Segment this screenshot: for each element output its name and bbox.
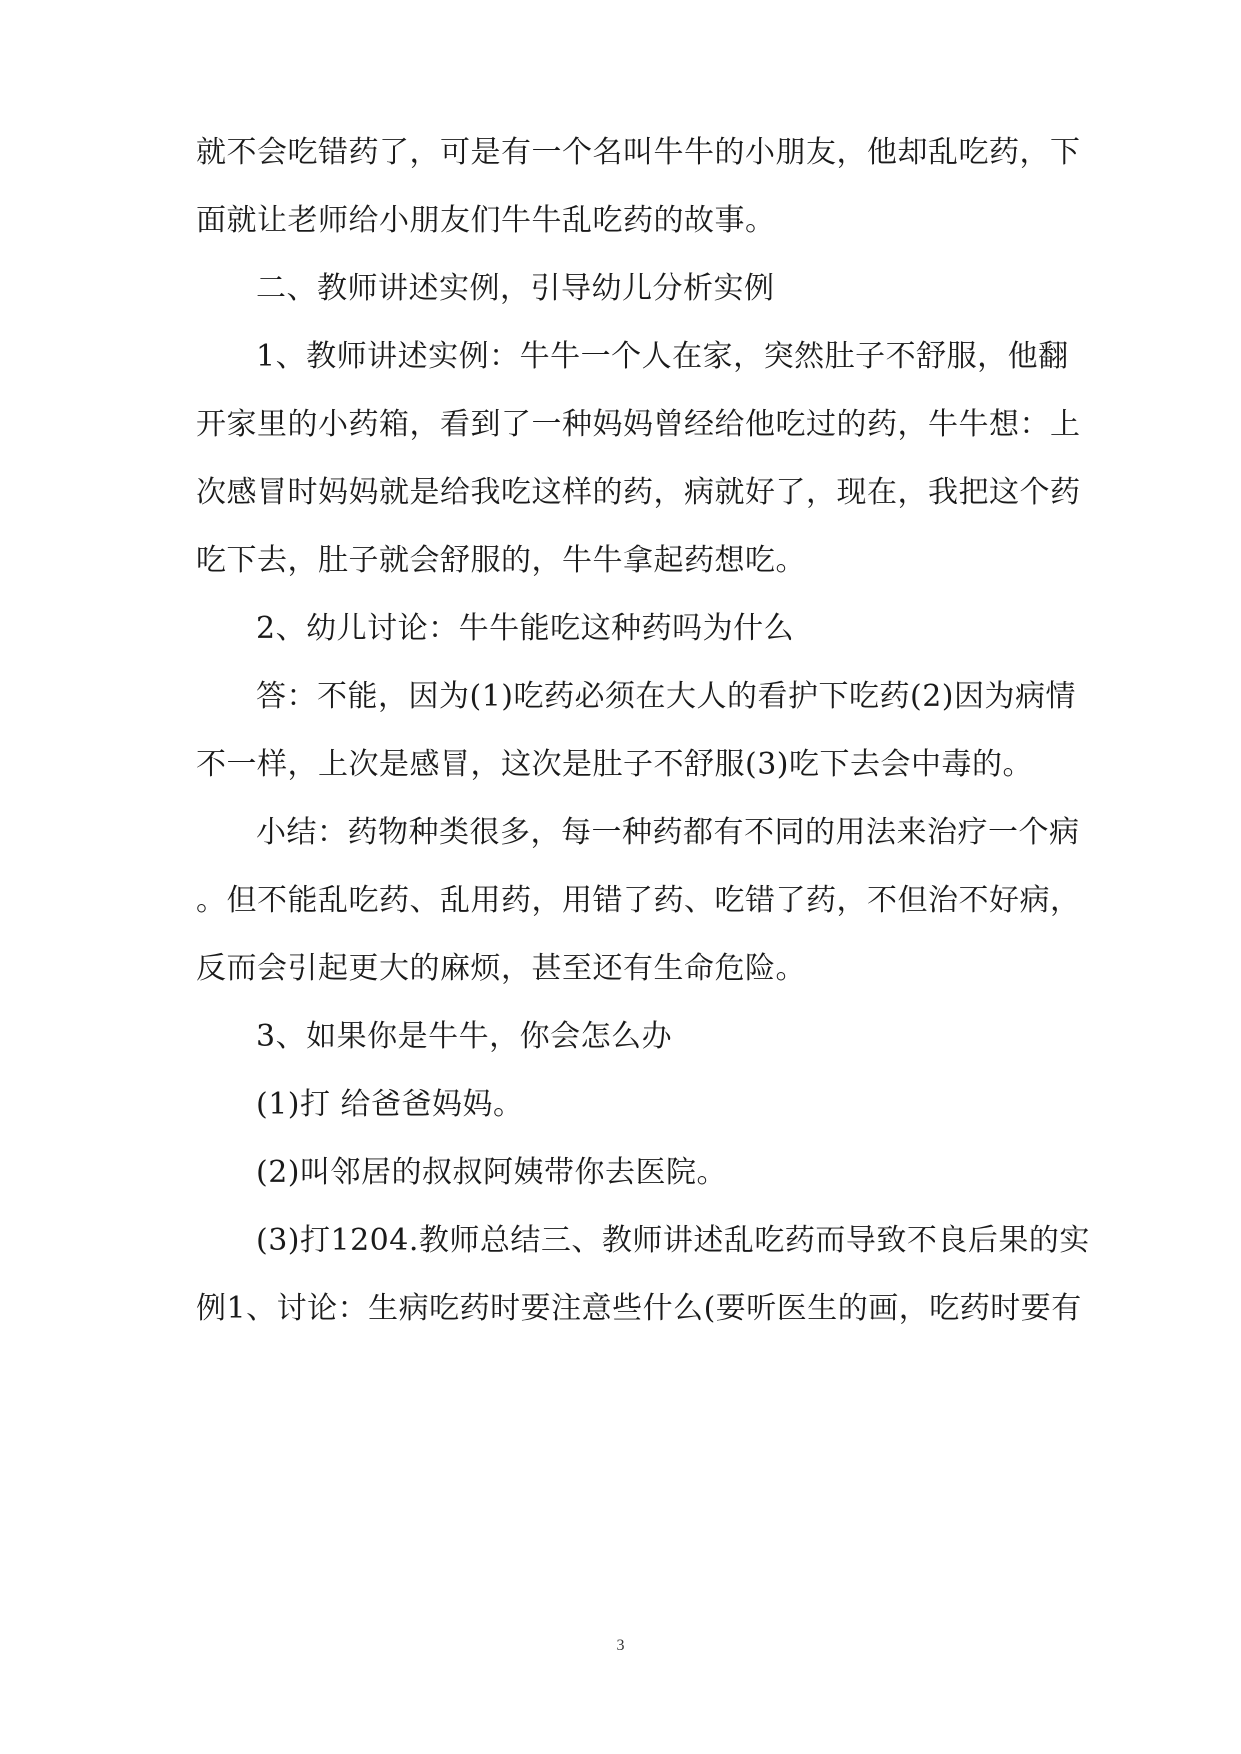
text-line-16: (2)叫邻居的叔叔阿姨带你去医院。: [256, 1155, 727, 1190]
text-line-14: 3、如果你是牛牛，你会怎么办: [256, 1019, 673, 1054]
text-line-4: 1、教师讲述实例：牛牛一个人在家，突然肚子不舒服，他翻: [256, 339, 1069, 374]
text-line-11: 小结：药物种类很多，每一种药都有不同的用法来治疗一个病: [256, 815, 1080, 850]
text-line-17: (3)打1204.教师总结三、教师讲述乱吃药而导致不良后果的实: [256, 1223, 1090, 1258]
text-line-2: 面就让老师给小朋友们牛牛乱吃药的故事。: [196, 203, 776, 238]
text-line-1: 就不会吃错药了，可是有一个名叫牛牛的小朋友，他却乱吃药，下: [196, 135, 1081, 170]
text-line-8: 2、幼儿讨论：牛牛能吃这种药吗为什么: [256, 611, 795, 646]
text-line-5: 开家里的小药箱，看到了一种妈妈曾经给他吃过的药，牛牛想：上: [196, 407, 1081, 442]
text-line-18: 例1、讨论：生病吃药时要注意些什么(要听医生的画，吃药时要有: [196, 1291, 1082, 1326]
text-line-6: 次感冒时妈妈就是给我吃这样的药，病就好了，现在，我把这个药: [196, 475, 1081, 510]
text-line-10: 不一样，上次是感冒，这次是肚子不舒服(3)吃下去会中毒的。: [196, 747, 1033, 782]
page-number: 3: [616, 1637, 625, 1654]
text-line-9: 答：不能，因为(1)吃药必须在大人的看护下吃药(2)因为病情: [256, 679, 1076, 714]
text-line-12: 。但不能乱吃药、乱用药，用错了药、吃错了药，不但治不好病，: [196, 883, 1081, 918]
section-heading-2: 二、教师讲述实例，引导幼儿分析实例: [256, 271, 775, 306]
text-line-7: 吃下去，肚子就会舒服的，牛牛拿起药想吃。: [196, 543, 806, 578]
text-line-15: (1)打 给爸爸妈妈。: [256, 1087, 524, 1122]
text-line-13: 反而会引起更大的麻烦，甚至还有生命危险。: [196, 951, 806, 986]
